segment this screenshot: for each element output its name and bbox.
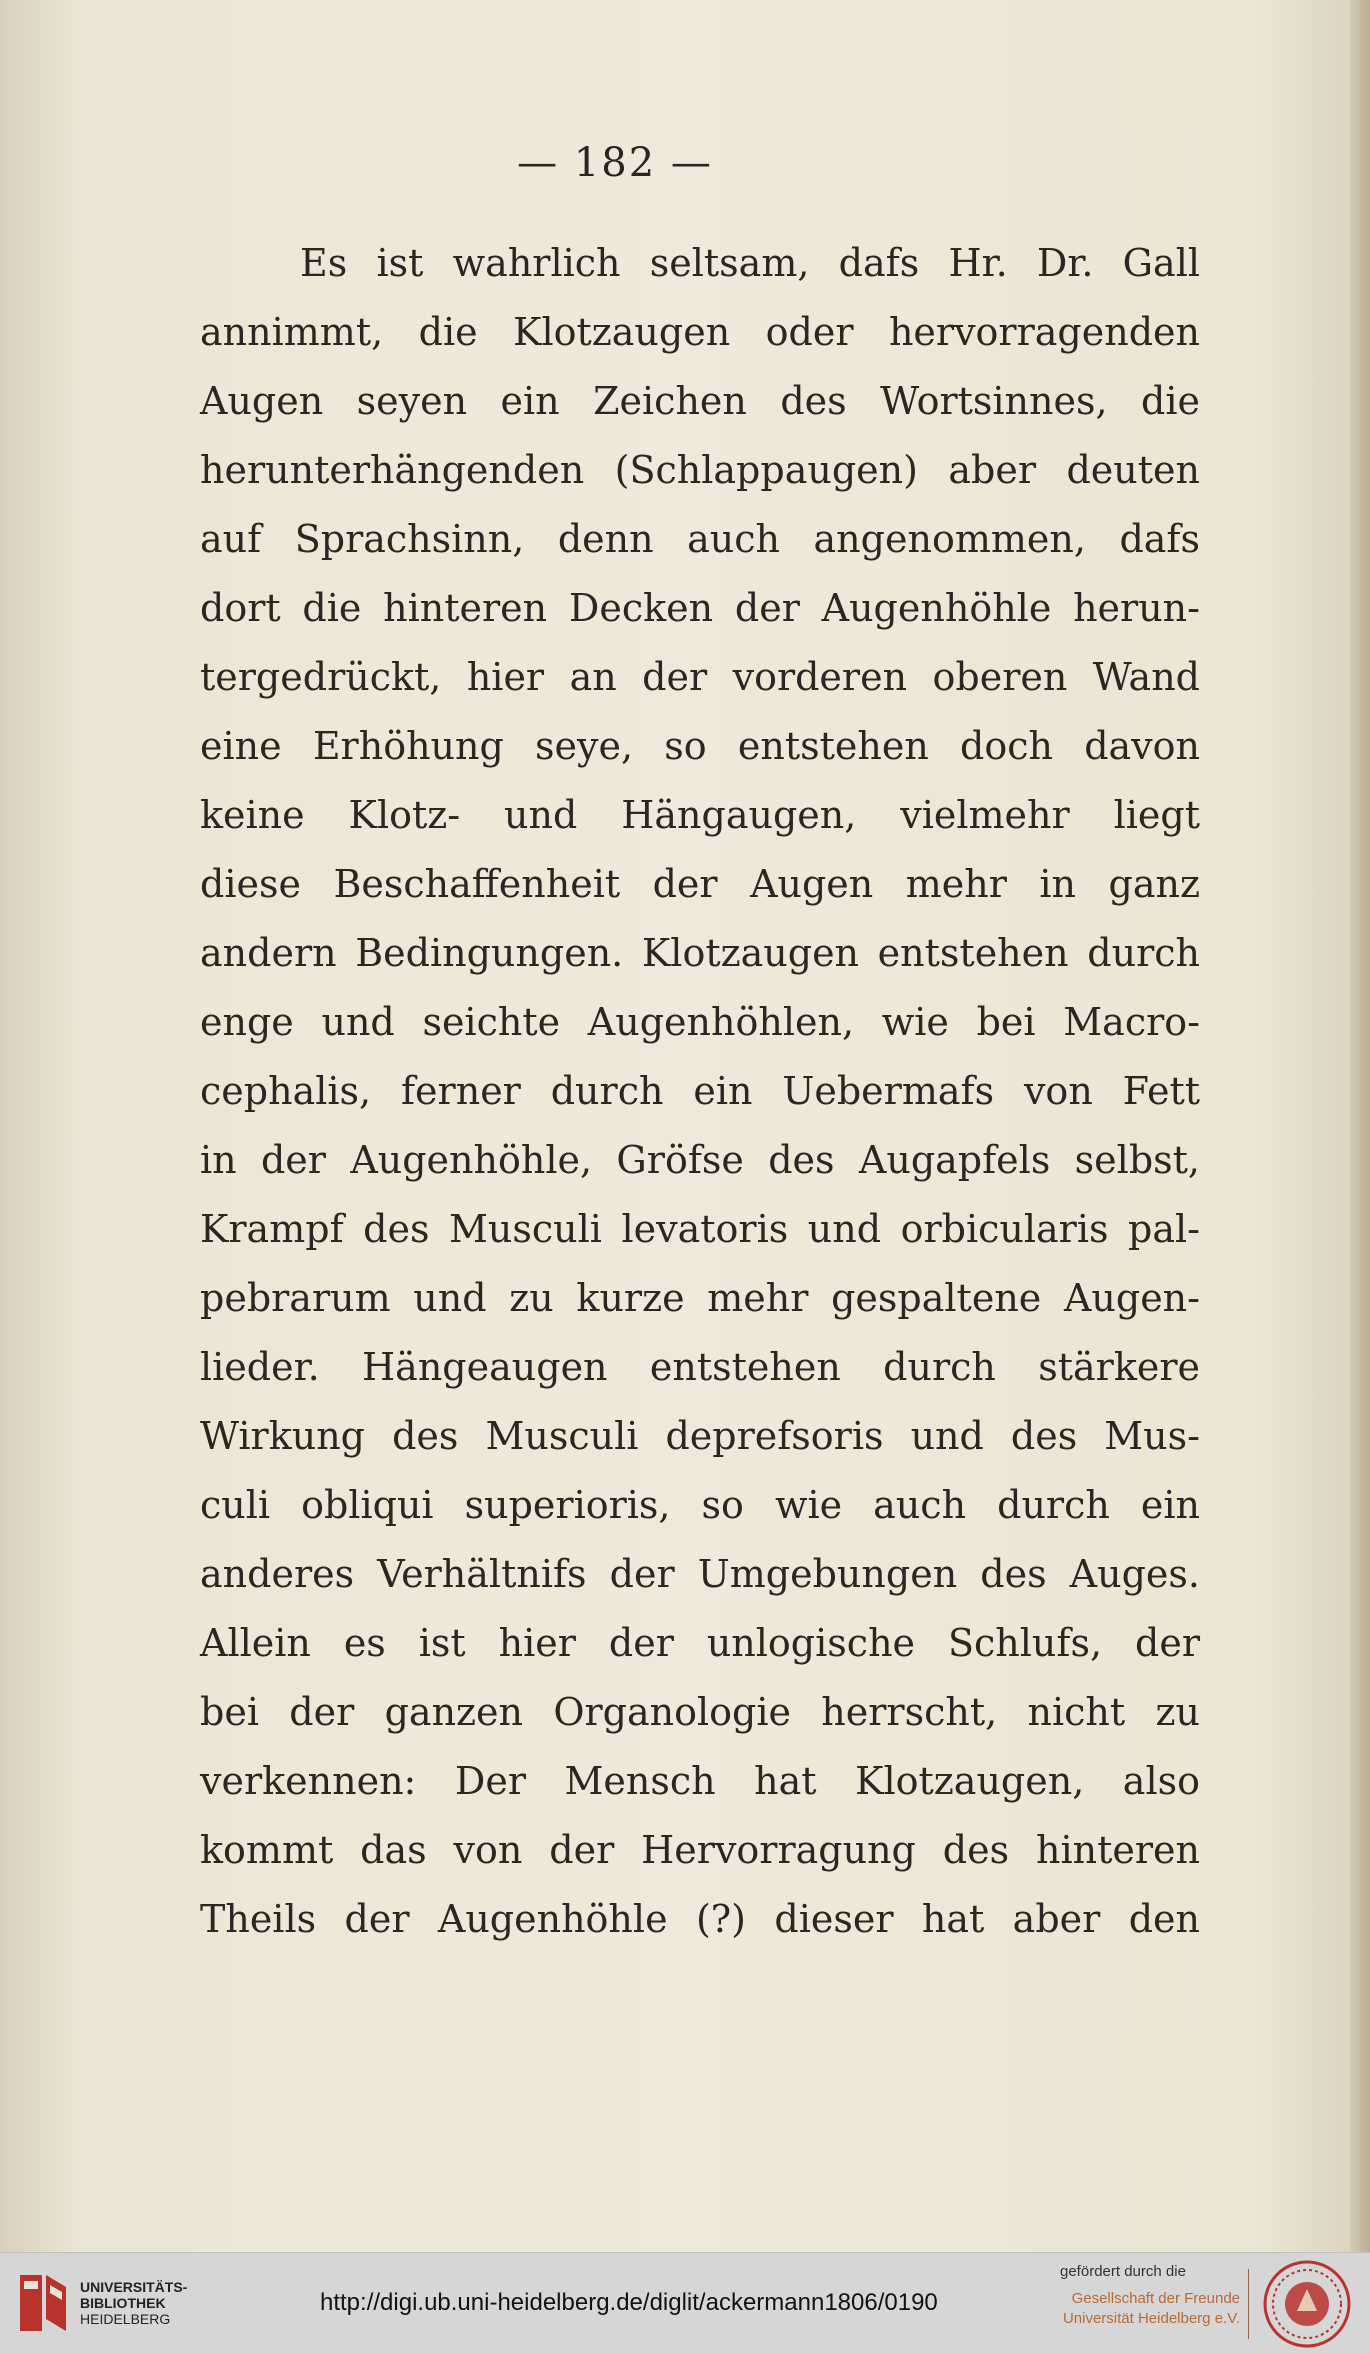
divider <box>1248 2269 1249 2339</box>
text-line: verkennen: Der Mensch hat Klotzaugen, also <box>200 1759 1200 1803</box>
text-line: dort die hinteren Decken der Augenhöhle herun- <box>200 586 1200 630</box>
text-line: andern Bedingungen. Klotzaugen entstehen durch <box>200 931 1200 975</box>
text-line: Theils der Augenhöhle (?) dieser hat aber den <box>200 1897 1200 1941</box>
text-line: tergedrückt, hier an der vorderen oberen Wand <box>200 655 1200 699</box>
text-line: pebrarum und zu kurze mehr gespaltene Augen- <box>200 1276 1200 1320</box>
viewer-footer <box>0 2252 1370 2354</box>
text-line: culi obliqui superioris, so wie auch durch ein <box>200 1483 1200 1527</box>
text-line: bei der ganzen Organologie herrscht, nicht zu <box>200 1690 1200 1734</box>
text-line: enge und seichte Augenhöhlen, wie bei Macro- <box>200 1000 1200 1044</box>
university-seal-icon <box>1262 2259 1352 2349</box>
library-line: BIBLIOTHEK <box>80 2295 166 2311</box>
page-number: — 182 — <box>517 140 713 186</box>
permalink[interactable]: http://digi.ub.uni-heidelberg.de/diglit/ackermann1806/0190 <box>320 2289 938 2316</box>
text-line: Allein es ist hier der unlogische Schlufs, der <box>200 1621 1200 1665</box>
text-line: lieder. Hängeaugen entstehen durch stärkere <box>200 1345 1200 1389</box>
sponsor-label: gefördert durch die <box>1060 2263 1186 2280</box>
text-line: kommt das von der Hervorragung des hinteren <box>200 1828 1200 1872</box>
text-line: Wirkung des Musculi deprefsoris und des Mus- <box>200 1414 1200 1458</box>
library-logo-icon <box>14 2267 72 2339</box>
text-line: Krampf des Musculi levatoris und orbicularis pal- <box>200 1207 1200 1251</box>
text-line: eine Erhöhung seye, so entstehen doch davon <box>200 724 1200 768</box>
page-edge <box>1350 0 1370 2252</box>
text-line: anderes Verhältnifs der Umgebungen des Auges. <box>200 1552 1200 1596</box>
text-line: keine Klotz- und Hängaugen, vielmehr liegt <box>200 793 1200 837</box>
library-line: UNIVERSITÄTS- <box>80 2279 188 2295</box>
text-line: in der Augenhöhle, Gröfse des Augapfels selbst, <box>200 1138 1200 1182</box>
text-line: Es ist wahrlich seltsam, dafs Hr. Dr. Gall <box>300 241 1200 285</box>
library-line: HEIDELBERG <box>80 2311 171 2327</box>
text-line: diese Beschaffenheit der Augen mehr in ganz <box>200 862 1200 906</box>
sponsor-name <box>1060 2289 1240 2329</box>
body-text <box>200 236 1200 1961</box>
sponsor-line: Gesellschaft der Freunde <box>1071 2290 1240 2307</box>
sponsor-line: Universität Heidelberg e.V. <box>1062 2310 1240 2327</box>
text-line: cephalis, ferner durch ein Uebermafs von Fett <box>200 1069 1200 1113</box>
text-line: Augen seyen ein Zeichen des Wortsinnes, die <box>200 379 1200 423</box>
library-name <box>80 2279 187 2327</box>
text-line: auf Sprachsinn, denn auch angenommen, dafs <box>200 517 1200 561</box>
text-line: herunterhängenden (Schlappaugen) aber deuten <box>200 448 1200 492</box>
text-line: annimmt, die Klotzaugen oder hervorragenden <box>200 310 1200 354</box>
